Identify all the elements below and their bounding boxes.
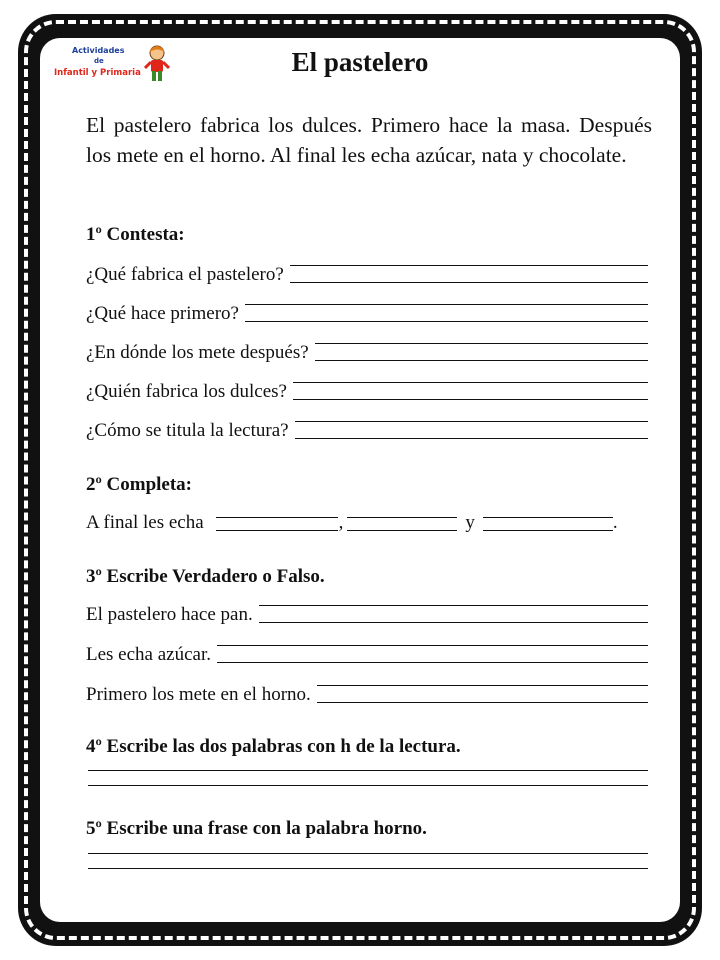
statement-text: Les echa azúcar. — [86, 644, 211, 665]
logo-line-3: Infantil y Primaria — [54, 68, 141, 78]
answer-lines[interactable] — [88, 770, 648, 786]
section-3-heading: 3º Escribe Verdadero o Falso. — [86, 566, 325, 587]
period: . — [612, 512, 618, 533]
blank-2[interactable] — [347, 517, 457, 531]
question-text: ¿Qué fabrica el pastelero? — [86, 264, 284, 285]
answer-lines[interactable] — [88, 853, 648, 869]
question-row — [86, 412, 648, 442]
answer-lines[interactable] — [293, 382, 648, 400]
question-text: ¿Qué hace primero? — [86, 303, 239, 324]
complete-row — [86, 504, 648, 534]
answer-lines[interactable] — [259, 605, 648, 623]
question-text: ¿Cómo se titula la lectura? — [86, 420, 289, 441]
statement-row — [86, 596, 648, 626]
answer-lines[interactable] — [315, 343, 648, 361]
section-1-heading: 1º Contesta: — [86, 224, 185, 245]
logo-line-2: de — [94, 57, 104, 65]
section-4-heading: 4º Escribe las dos palabras con h de la lectura. — [86, 736, 461, 757]
question-row — [86, 295, 648, 325]
logo-line-1: Actividades — [72, 46, 125, 55]
statement-row — [86, 676, 648, 706]
question-text: ¿Quién fabrica los dulces? — [86, 381, 287, 402]
section-5-heading: 5º Escribe una frase con la palabra horno. — [86, 818, 427, 839]
question-row — [86, 256, 648, 286]
blank-1[interactable] — [216, 517, 338, 531]
answer-lines[interactable] — [245, 304, 648, 322]
blank-3[interactable] — [483, 517, 613, 531]
answer-lines[interactable] — [295, 421, 648, 439]
comma: , — [338, 512, 344, 533]
question-text: ¿En dónde los mete después? — [86, 342, 309, 363]
answer-lines[interactable] — [217, 645, 648, 663]
section-2-heading: 2º Completa: — [86, 474, 193, 495]
reading-text: El pastelero fabrica los dulces. Primero hace la masa. Después los mete en el horno. Al final les echa azúcar, nata y chocolate. — [86, 113, 652, 167]
page-title: El pastelero — [291, 47, 429, 77]
question-row — [86, 373, 648, 403]
question-row — [86, 334, 648, 364]
complete-prefix: A final les echa — [86, 512, 204, 533]
statement-text: El pastelero hace pan. — [86, 604, 253, 625]
and-word: y — [465, 512, 475, 533]
answer-lines[interactable] — [317, 685, 648, 703]
statement-row — [86, 636, 648, 666]
statement-text: Primero los mete en el horno. — [86, 684, 311, 705]
answer-lines[interactable] — [290, 265, 648, 283]
